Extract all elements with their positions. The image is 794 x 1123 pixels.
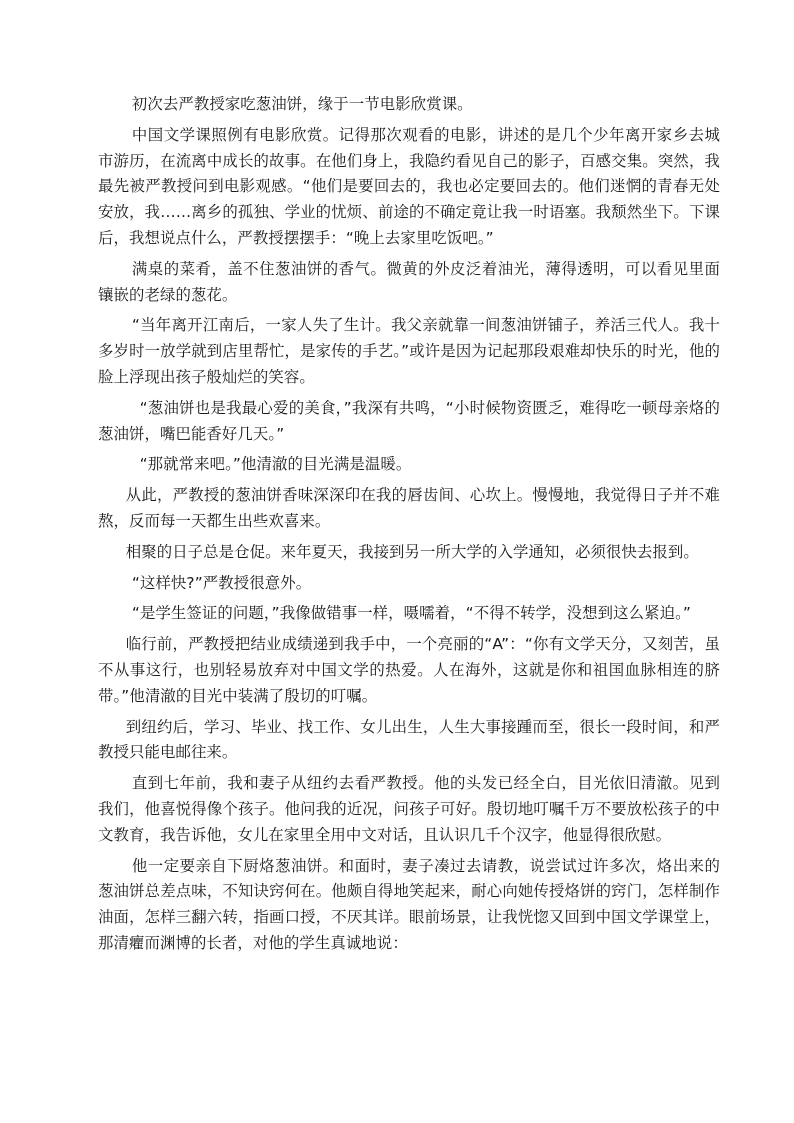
paragraph-3: 满桌的菜肴，盖不住葱油饼的香气。微黄的外皮泛着油光，薄得透明，可以看见里面镶嵌的老绿的葱花。	[98, 259, 720, 304]
paragraph-2: 中国文学课照例有电影欣赏。记得那次观看的电影，讲述的是几个少年离开家乡去城市游历，在流离中成长的故事。在他们身上，我隐约看见自己的影子，百感交集。突然，我最先被严教授问到电影观感。“他们是要回去的，我也必定要回去的。他们迷惘的青春无处安放，我……离乡的孤独、学业的忧烦、前途的不确定竟让我一时语塞。我颓然坐下。下课后，我想说点什么，严教授摆摆手：“晚上去家里吃饭吧。”	[98, 125, 720, 247]
paragraph-14: 他一定要亲自下厨烙葱油饼。和面时，妻子凑过去请教，说尝试过许多次，烙出来的葱油饼总差点味，不知诀窍何在。他颇自得地笑起来，耐心向她传授烙饼的窍门，怎样制作油面，怎样三翻六转，指画口授，不厌其详。眼前场景，让我恍惚又回到中国文学课堂上，那清癯而渊博的长者，对他的学生真诚地说：	[98, 856, 720, 952]
paragraph-4: “当年离开江南后，一家人失了生计。我父亲就靠一间葱油饼铺子，养活三代人。我十多岁时一放学就到店里帮忙，是家传的手艺。”或许是因为记起那段艰难却快乐的时光，他的脸上浮现出孩子般灿烂的笑容。	[98, 316, 720, 386]
paragraph-5: “葱油饼也是我最心爱的美食，”我深有共鸣，“小时候物资匮乏，难得吃一顿母亲烙的葱油饼，嘴巴能香好几天。”	[98, 398, 720, 443]
paragraph-13: 直到七年前，我和妻子从纽约去看严教授。他的头发已经全白，目光依旧清澈。见到我们，他喜悦得像个孩子。他问我的近况，问孩子可好。殷切地叮嘱千万不要放松孩子的中文教育，我告诉他，女儿在家里全用中文对话，且认识几千个汉字，他显得很欣慰。	[98, 774, 720, 844]
paragraph-10: “是学生签证的问题，”我像做错事一样，嗫嚅着，“不得不转学，没想到这么紧迫。”	[131, 604, 691, 623]
article-body	[98, 92, 720, 962]
paragraph-7: 从此，严教授的葱油饼香味深深印在我的唇齿间、心坎上。慢慢地，我觉得日子并不难熬，反而每一天都生出些欢喜来。	[98, 486, 720, 530]
paragraph-11: 临行前，严教授把结业成绩递到我手中，一个亮丽的“A”：“你有文学天分，又刻苦，虽不从事这行，也别轻易放弃对中国文学的热爱。人在海外，这就是你和祖国血脉相连的脐带。”他清澈的目光中装满了殷切的叮嘱。	[98, 635, 720, 705]
paragraph-8: 相聚的日子总是仓促。来年夏天，我接到另一所大学的入学通知，必须很快去报到。	[125, 542, 699, 561]
paragraph-6: “那就常来吧。”他清澈的目光满是温暖。	[139, 455, 412, 474]
paragraph-12: 到纽约后，学习、毕业、找工作、女儿出生，人生大事接踵而至，很长一段时间，和严教授只能电邮往来。	[98, 717, 720, 762]
paragraph-1: 初次去严教授家吃葱油饼，缘于一节电影欣赏课。	[131, 95, 473, 113]
paragraph-9: “这样快?”严教授很意外。	[131, 573, 312, 592]
